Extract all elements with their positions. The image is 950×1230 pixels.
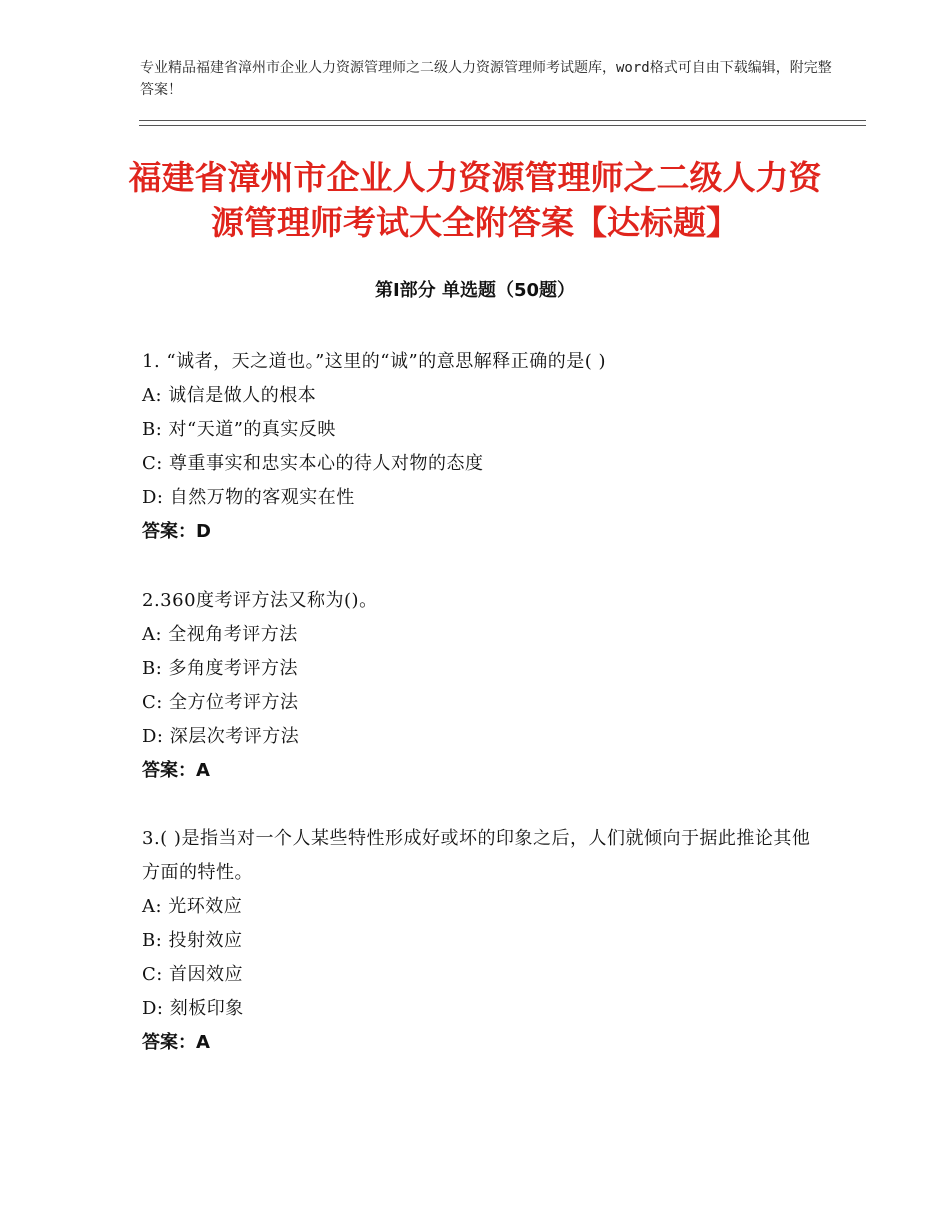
answer-line: 答案：A (142, 1032, 210, 1053)
answer-line: 答案：D (142, 521, 211, 542)
option-a: A: 诚信是做人的根本 (142, 385, 317, 406)
answer-line: 答案：A (142, 760, 210, 781)
document-title: 福建省漳州市企业人力资源管理师之二级人力资源管理师考试大全附答案【达标题】 (128, 158, 822, 242)
option-b: B: 对“天道”的真实反映 (142, 419, 336, 440)
header-divider-top (139, 120, 866, 121)
option-c: C: 尊重事实和忠实本心的待人对物的态度 (142, 453, 484, 474)
option-d: D: 自然万物的客观实在性 (142, 487, 355, 508)
question-stem: 2.360度考评方法又称为()。 (142, 590, 378, 611)
header-divider-bottom (139, 125, 866, 126)
question-1 (142, 345, 822, 549)
option-a: A: 光环效应 (142, 896, 243, 917)
section-title: 第Ⅰ部分 单选题（50题） (374, 280, 575, 301)
option-d: D: 刻板印象 (142, 998, 244, 1019)
question-2 (142, 584, 822, 788)
option-a: A: 全视角考评方法 (142, 624, 298, 645)
option-c: C: 全方位考评方法 (142, 692, 299, 713)
question-stem: 1. “诚者，天之道也。”这里的“诚”的意思解释正确的是( ) (142, 351, 606, 372)
option-c: C: 首因效应 (142, 964, 244, 985)
option-d: D: 深层次考评方法 (142, 726, 300, 747)
header-note: 专业精品福建省漳州市企业人力资源管理师之二级人力资源管理师考试题库，word格式可自由下载编辑，附完整答案！ (140, 60, 832, 98)
option-b: B: 多角度考评方法 (142, 658, 299, 679)
question-stem: 3.( )是指当对一个人某些特性形成好或坏的印象之后，人们就倾向于据此推论其他方面的特性。 (142, 828, 811, 883)
question-3 (142, 822, 822, 1060)
option-b: B: 投射效应 (142, 930, 243, 951)
